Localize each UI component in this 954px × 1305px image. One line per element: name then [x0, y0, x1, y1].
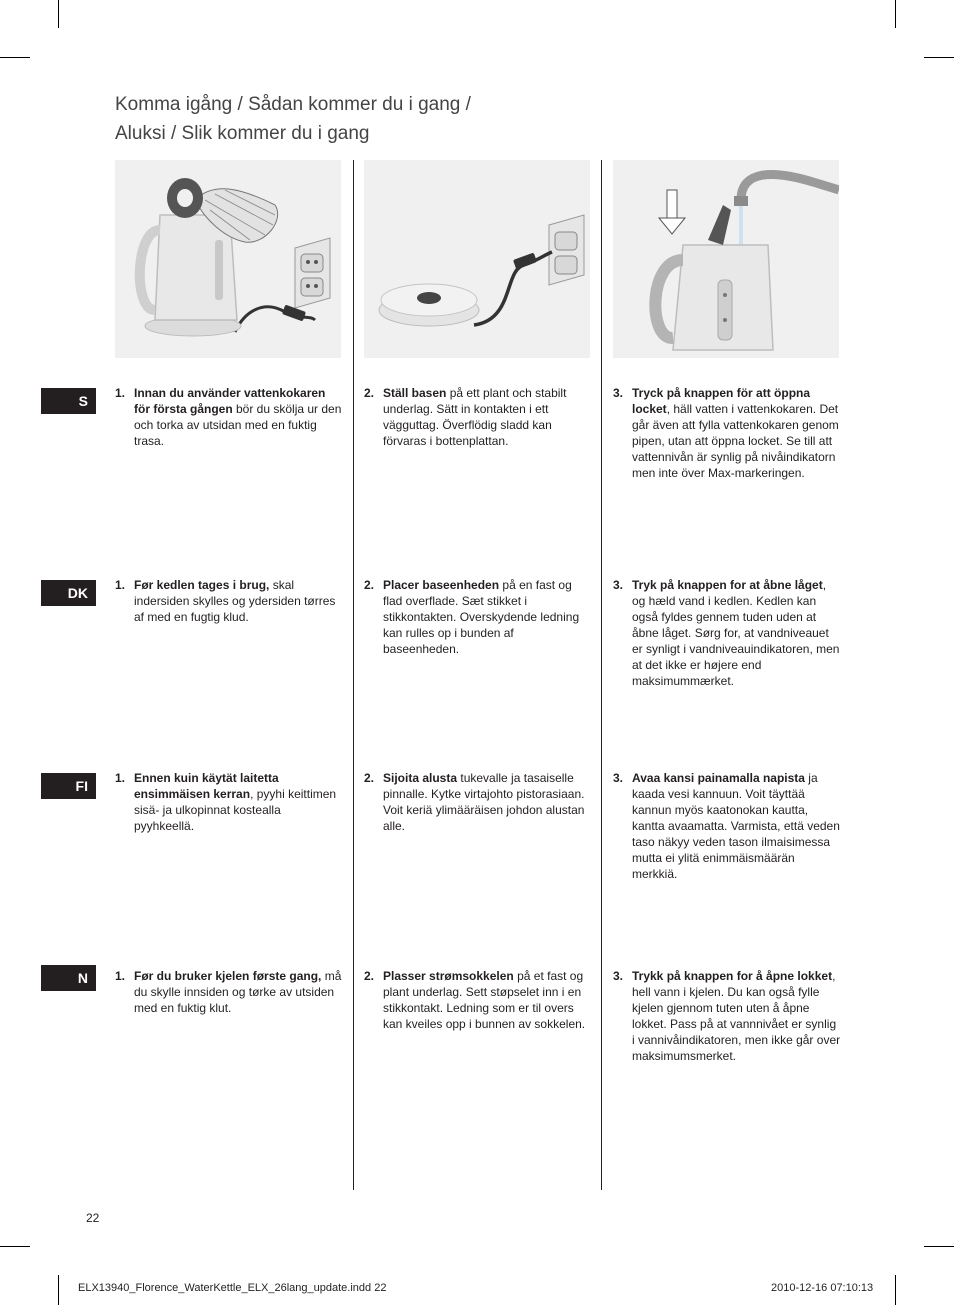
language-label-s: S — [41, 388, 96, 414]
language-label-fi: FI — [41, 773, 96, 799]
language-label-n: N — [41, 965, 96, 991]
crop-mark — [895, 1275, 896, 1305]
crop-mark — [0, 57, 30, 58]
wall-socket-icon — [295, 238, 330, 308]
step-dk-3: 3. Tryk på knappen for at åbne låget, og hæld vand i kedlen. Kedlen kan også fyldes gennem tuden uden at åbne låget. Sørg for, at vandniveauet er synligt i vandniveauindikatoren, men at det ikke er højere end maksimummærket. — [613, 578, 840, 688]
page-title-line2: Aluksi / Slik kommer du i gang — [115, 123, 370, 144]
page-title-line1: Komma igång / Sådan kommer du i gang / — [115, 94, 471, 115]
illustration-filling-kettle — [613, 160, 839, 358]
down-arrow-icon — [659, 190, 685, 234]
column-divider — [353, 160, 354, 1190]
column-divider — [601, 160, 602, 1190]
step-n-1: 1. Før du bruker kjelen første gang, må du skylle innsiden og tørke av utsiden med en fuktig klut. — [115, 969, 342, 1015]
footer-datetime: 2010-12-16 07:10:13 — [771, 1282, 874, 1294]
crop-mark — [58, 1275, 59, 1305]
crop-mark — [895, 0, 896, 28]
language-label-dk: DK — [41, 580, 96, 606]
illustration-base-plugged — [364, 160, 590, 358]
footer-file-info: ELX13940_Florence_WaterKettle_ELX_26lang_update.indd 22 — [78, 1282, 387, 1294]
step-s-3: 3. Tryck på knappen för att öppna locket, häll vatten i vattenkokaren. Det går även att fylla vattenkokaren genom pipen, utan att öppna locket. Se till att vattennivån är synlig på nivåindikatorn men inte över Max-markeringen. — [613, 386, 839, 480]
page-number: 22 — [86, 1211, 100, 1225]
step-fi-2: 2. Sijoita alusta tukevalle ja tasaiselle pinnalle. Kytke virtajohto pistorasiaan. Voit keriä ylimääräisen johdon alustan alle. — [364, 771, 585, 833]
illustration-kettle-cleaning — [115, 160, 341, 358]
kettle-base-icon — [379, 284, 479, 326]
step-s-2: 2. Ställ basen på ett plant och stabilt underlag. Sätt in kontakten i ett vägguttag. Överflödig sladd kan förvaras i bottenplattan. — [364, 386, 567, 448]
step-dk-1: 1. Før kedlen tages i brug, skal indersiden skylles og ydersiden tørres af med en fugtig klud. — [115, 578, 336, 624]
step-s-1: 1. Innan du använder vattenkokaren för första gången bör du skölja ur den och torka av utsidan med en fuktig trasa. — [115, 386, 342, 448]
step-dk-2: 2. Placer baseenheden på en fast og flad overflade. Sæt stikket i stikkontakten. Overskydende ledning kan rulles op i bunden af baseenheden. — [364, 578, 580, 656]
step-n-2: 2. Plasser strømsokkelen på et fast og plant underlag. Sett støpselet inn i en stikkontakt. Ledning som er til overs kan kveiles opp i bunnen av sokkelen. — [364, 969, 586, 1031]
crop-mark — [58, 0, 59, 28]
crop-mark — [924, 57, 954, 58]
crop-mark — [924, 1246, 954, 1247]
step-fi-1: 1. Ennen kuin käytät laitetta ensimmäisen kerran, pyyhi keittimen sisä- ja ulkopinnat kostealla pyyhkeellä. — [115, 771, 337, 833]
step-fi-3: 3. Avaa kansi painamalla napista ja kaada vesi kannuun. Voit täyttää kannun myös kaatonokan kautta, kantta avaamatta. Varmista, että veden taso näkyy veden tason ilmaisimessa mutta ei ylitä enimmäismäärän merkkiä. — [613, 771, 840, 881]
step-n-3: 3. Trykk på knappen for å åpne lokket, hell vann i kjelen. Du kan også fylle kjelen gjennom tuten uten å åpne lokket. Pass på at vannnivået er synlig i vannivåindikatoren, men ikke går over maksimumsmerket. — [613, 969, 841, 1063]
crop-mark — [0, 1246, 30, 1247]
wall-socket-icon — [549, 215, 584, 285]
